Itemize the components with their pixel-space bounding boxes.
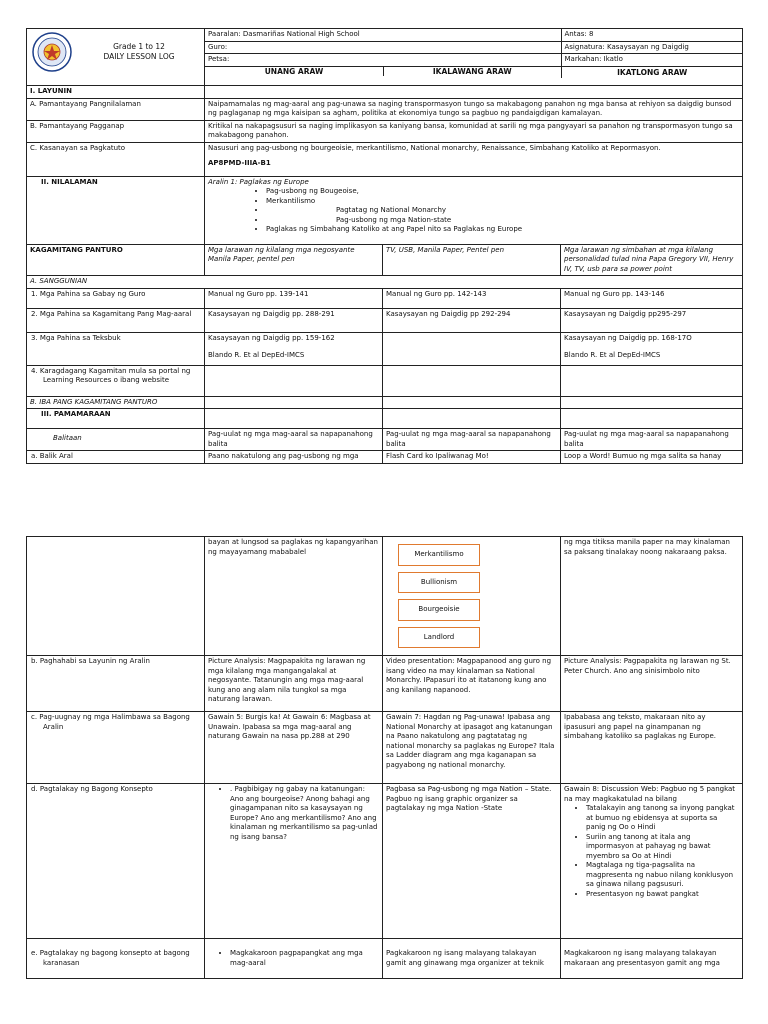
day1-header: UNANG ARAW (205, 67, 384, 77)
teksbuk-day3-author: Blando R. Et al DepEd-IMCS (564, 351, 661, 359)
balitaan-label: Balitaan (27, 429, 205, 451)
kagamitan-day2: TV, USB, Manila Paper, Pentel pen (383, 244, 561, 276)
pamantayang-pangnilalaman-text: Naipamamalas ng mag-aaral ang pag-unawa sa naging transpormasyon tungo sa makabagong panahon ng mga bansa at rehiyon sa daigdig bunsod ng paglaganap ng mga kaisipan sa agham, politika at ekonomiya tungo sa pagbuo ng pandaigdigan kamalayan. (205, 98, 743, 120)
grade-label: Grade 1 to 12 (113, 42, 165, 51)
kagamitang-mag-aaral-day1: Kasaysayan ng Daigdig pp. 288-291 (205, 308, 383, 332)
balitaan-day3: Pag-uulat ng mga mag-aaral sa napapanahong balita (561, 429, 743, 451)
kasanayan-label: C. Kasanayan sa Pagkatuto (27, 142, 205, 176)
nilalaman-list (208, 187, 739, 235)
teksbuk-day3: Kasaysayan ng Daigdig pp. 168-17O (564, 333, 692, 342)
karagdagang-kagamitan-label: 4. Karagdagang Kagamitan mula sa portal ng Learning Resources o ibang website (27, 365, 205, 396)
teksbuk-day1-author: Blando R. Et al DepEd-IMCS (208, 351, 305, 359)
pagtalakay-day2: Pagbasa sa Pag-usbong ng mga Nation – State. Pagbuo ng isang graphic organizer sa pagtalakay ng mga Nation -State (383, 784, 561, 939)
lesson-table-page-one (26, 28, 743, 464)
balik-aral-day2-boxes (383, 537, 561, 656)
list-item: • Suriin ang tanong at itala ang impormasyon at pahayag ng bawat myembro sa Oo at Hindi (586, 833, 739, 862)
markahan-field: Markahan: Ikatlo (561, 54, 743, 67)
page-break (0, 478, 768, 530)
list-item: • Paglakas ng Simbahang Katoliko at ang Papel nito sa Paglakas ng Europe (266, 225, 739, 235)
list-item: • Pagtatag ng National Monarchy (266, 206, 739, 216)
gabay-guro-day1: Manual ng Guro pp. 139-141 (205, 288, 383, 308)
pag-uugnay-day3: Ipababasa ang teksto, makaraan nito ay ipasusuri ang papel na ginampanan ng simbahang katoliko sa paglakas ng Europe. (561, 712, 743, 784)
aralin-title: Aralin 1: Paglakas ng Europe (208, 177, 309, 186)
daily-lesson-log-label: DAILY LESSON LOG (103, 52, 175, 61)
balik-aral-label: a. Balik Aral (27, 451, 205, 464)
day3-header: IKATLONG ARAW (561, 66, 743, 78)
balik-aral-day1-continued: bayan at lungsod sa paglakas ng kapangyarihan ng mayayamang mababalel (205, 537, 383, 656)
paghahabi-day1: Picture Analysis: Magpapakita ng larawan ng mga kilalang mga mangangalakal at negosyante. Tatanungin ang mga mag-aaral kung ano ang alam nila tungkol sa mga naturang larawan. (205, 656, 383, 712)
layunin-heading: I. LAYUNIN (27, 86, 205, 99)
balik-aral-day3: Loop a Word! Bumuo ng mga salita sa hanay (561, 451, 743, 464)
teksbuk-day2 (383, 332, 561, 365)
pamamaraan-heading: III. PAMAMARAAN (27, 409, 205, 429)
day2-header: IKALAWANG ARAW (432, 66, 512, 76)
kagamitan-day1: Mga larawan ng kilalang mga negosyante Manila Paper, pentel pen (205, 244, 383, 276)
gabay-guro-day2: Manual ng Guro pp. 142-143 (383, 288, 561, 308)
gabay-guro-day3: Manual ng Guro pp. 143-146 (561, 288, 743, 308)
gabay-guro-label: 1. Mga Pahina sa Gabay ng Guro (27, 288, 205, 308)
list-item: • Merkantilismo (266, 197, 739, 207)
pag-uugnay-label: c. Pag-uugnay ng mga Halimbawa sa Bagong Aralin (27, 712, 205, 784)
bourgeoisie-box: Bourgeoisie (398, 599, 480, 621)
pamantayang-pagganap-text: Kritikal na nakapagsusuri sa naging implikasyon sa kaniyang bansa, komunidad at sarili ng mga pangyayari sa panahon ng transpormasyon tungo sa makabagong panahon. (205, 120, 743, 142)
balik-aral-day2: Flash Card ko Ipaliwanag Mo! (383, 451, 561, 464)
balik-aral-day3-continued: ng mga titiksa manila paper na may kinalaman sa paksang tinalakay noong nakaraang paksa. (561, 537, 743, 656)
balitaan-day2: Pag-uulat ng mga mag-aaral sa napapanahong balita (383, 429, 561, 451)
kagamitang-mag-aaral-label: 2. Mga Pahina sa Kagamitang Pang Mag-aaral (27, 308, 205, 332)
pag-uugnay-day1: Gawain 5: Burgis ka! At Gawain 6: Magbasa at Unawain. Ipabasa sa mga mag-aaral ang naturang Gawain na nasa pp.288 at 290 (205, 712, 383, 784)
iba-pang-kagamitan-heading: B. IBA PANG KAGAMITANG PANTURO (27, 396, 205, 409)
kagamitang-panturo-label: KAGAMITANG PANTURO (27, 244, 205, 276)
header-info-table (205, 29, 743, 78)
paghahabi-day3: Picture Analysis: Pagpapakita ng larawan ng St. Peter Church. Ano ang sinisimbolo nito (561, 656, 743, 712)
sanggunian-heading: A. SANGGUNIAN (27, 276, 743, 289)
pamantayang-pangnilalaman-label: A. Pamantayang Pangnilalaman (27, 98, 205, 120)
pagtalakay-bagong-karanasan-label: e. Pagtalakay ng bagong konsepto at bagong karanasan (27, 939, 205, 979)
landlord-box: Landlord (398, 627, 480, 649)
asignatura-field: Asignatura: Kasaysayan ng Daigdig (561, 41, 743, 54)
petsa-field: Petsa: (205, 54, 561, 67)
logo-cell (27, 29, 205, 86)
pamantayang-pagganap-label: B. Pamantayang Pagganap (27, 120, 205, 142)
list-item: • Tatalakayin ang tanong sa inyong pangkat at bumuo ng ebidensya at suporta sa panig ng Oo o Hindi (586, 804, 739, 833)
pag-uugnay-day2: Gawain 7: Hagdan ng Pag-unawa! Ipabasa ang National Monarchy at ipasagot ang katanungan na Paano nakatulong ang pagtatatag ng national monarchy sa paglakas ng Europe? Itala sa Ladder diagram ang mga kaganapan sa pagyabong ng national monarchy. (383, 712, 561, 784)
karanasan-day2: Pagkakaroon ng isang malayang talakayan gamit ang ginawang mga organizer at teknik (383, 939, 561, 979)
teksbuk-label: 3. Mga Pahina sa Teksbuk (27, 332, 205, 365)
merkantilismo-box: Merkantilismo (398, 544, 480, 566)
karanasan-day1: • Magkakaroon pagpapangkat ang mga mag-aaral (230, 949, 379, 968)
list-item: • Pag-usbong ng mga Nation-state (266, 216, 739, 226)
pagtalakay-day3-list (564, 804, 739, 899)
balitaan-day1: Pag-uulat ng mga mag-aaral sa napapanahong balita (205, 429, 383, 451)
bullionism-box: Bullionism (398, 572, 480, 594)
pagtalakay-day3-intro: Gawain 8: Discussion Web: Pagbuo ng 5 pangkat na may magkakatulad na bilang (564, 785, 736, 803)
paghahabi-day2: Video presentation: Magpapanood ang guro ng isang video na may kinalaman sa National Monarchy. IPapasuri ito at itatanong kung ano ang kanilang napanood. (383, 656, 561, 712)
teksbuk-day1: Kasaysayan ng Daigdig pp. 159-162 (208, 333, 335, 342)
page-one (0, 0, 768, 478)
pagtalakay-day1: • . Pagbibigay ng gabay na katanungan: Ano ang bourgeoise? Anong bahagi ang ginagampanan nito sa kasaysayan ng Europe? Ano ang merkantilismo? Ano ang kinalaman ng merkantilismo sa pag-unlad ng isang bansa? (230, 785, 379, 842)
kasanayan-text: Nasusuri ang pag-usbong ng bourgeoisie, merkantilismo, National monarchy, Renaissance, Simbahang Katoliko at Repormasyon. (208, 143, 661, 152)
guro-field: Guro: (205, 41, 561, 54)
kagamitan-day3: Mga larawan ng simbahan at mga kilalang personalidad tulad nina Papa Gregory VII, Henry IV, TV, usb para sa power point (561, 244, 743, 276)
list-item: • Presentasyon ng bawat pangkat (586, 890, 739, 900)
list-item: • Pag-usbong ng Bougeoise, (266, 187, 739, 197)
karanasan-day3: Magkakaroon ng isang malayang talakayan makaraan ang presentasyon gamit ang mga (561, 939, 743, 979)
kagamitang-mag-aaral-day2: Kasaysayan ng Daigdig pp 292-294 (383, 308, 561, 332)
pagtalakay-label: d. Pagtalakay ng Bagong Konsepto (27, 784, 205, 939)
page-two (0, 530, 768, 1024)
competency-code: AP8PMD-IIIA-B1 (208, 159, 271, 167)
lesson-table-page-two (26, 536, 743, 979)
nilalaman-heading: II. NILALAMAN (27, 176, 205, 244)
antas-field: Antas: 8 (561, 29, 743, 41)
paghahabi-label: b. Paghahabi sa Layunin ng Aralin (27, 656, 205, 712)
list-item: • Magtalaga ng tiga-pagsalita na magpresenta ng nabuo nilang konklusyon sa ginawa nilang pagsusuri. (586, 861, 739, 890)
balik-aral-day1: Paano nakatulong ang pag-usbong ng mga (205, 451, 383, 464)
kagamitang-mag-aaral-day3: Kasaysayan ng Daigdig pp295-297 (561, 308, 743, 332)
paaralan-field: Paaralan: Dasmariñas National High School (205, 29, 561, 41)
